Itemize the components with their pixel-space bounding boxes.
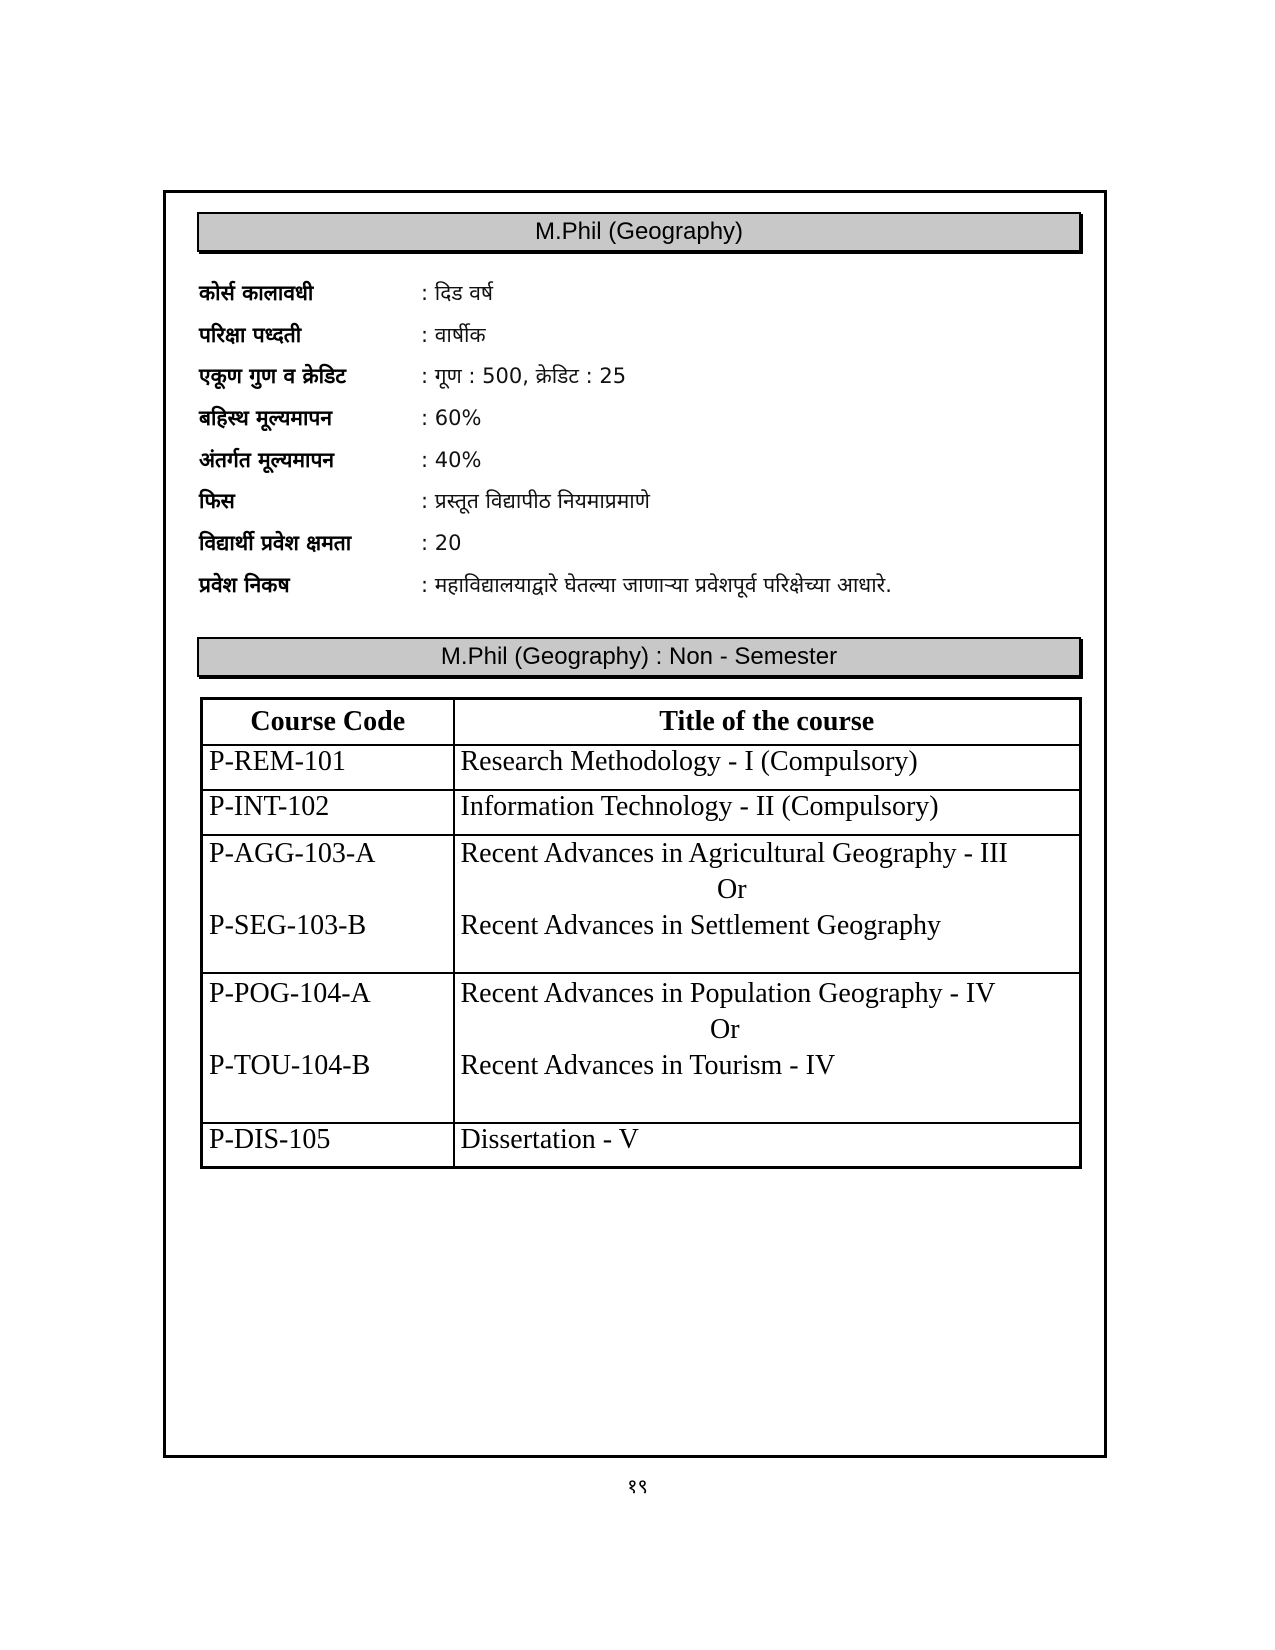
info-value: : 20: [421, 530, 462, 555]
info-label: अंतर्गत मूल्यमापन: [199, 447, 335, 472]
table-row: [202, 790, 1081, 835]
course-info-list: [199, 272, 1079, 606]
info-value: : 60%: [421, 405, 482, 430]
table-row-alternatives: [202, 973, 1081, 1123]
info-row-exam-pattern: [199, 314, 1079, 356]
column-header-course-title: Title of the course: [454, 699, 1081, 745]
info-value: : प्रस्तूत विद्यापीठ नियमाप्रमाणे: [421, 489, 650, 514]
table-row: [202, 1123, 1081, 1168]
or-separator: Or: [709, 1013, 740, 1045]
course-title-option-a: Recent Advances in Population Geography - IV: [460, 977, 996, 1009]
info-value: : 40%: [421, 447, 482, 472]
info-row-marks-credits: [199, 355, 1079, 397]
info-label: कोर्स कालावधी: [199, 280, 314, 305]
info-row-admission-criteria: [199, 564, 1079, 606]
course-title-cell: Information Technology - II (Compulsory): [454, 790, 1081, 835]
course-code-cell: [202, 835, 454, 973]
info-row-intake-capacity: [199, 522, 1079, 564]
table-header-row: [202, 699, 1081, 745]
course-code-option-a: P-POG-104-A: [209, 977, 371, 1009]
course-title-option-b: Recent Advances in Tourism - IV: [460, 1049, 836, 1081]
info-row-internal-evaluation: [199, 439, 1079, 481]
course-code-spacer: [209, 1012, 447, 1048]
course-table: [200, 697, 1082, 1169]
course-code-option-a: P-AGG-103-A: [209, 837, 376, 869]
info-label: फिस: [199, 489, 235, 514]
info-value: : वार्षीक: [421, 322, 486, 347]
table-row: [202, 745, 1081, 790]
course-code-spacer: [209, 872, 447, 908]
info-value: : गूण : 500, क्रेडिट : 25: [421, 364, 627, 389]
course-code-cell: P-REM-101: [202, 745, 454, 790]
section-heading-mphil: M.Phil (Geography): [197, 212, 1081, 252]
course-title-option-a: Recent Advances in Agricultural Geography - III: [460, 837, 1008, 869]
info-label: परिक्षा पध्दती: [199, 322, 302, 347]
info-value: : दिड वर्ष: [421, 280, 494, 305]
course-code-cell: P-DIS-105: [202, 1123, 454, 1168]
info-label: विद्यार्थी प्रवेश क्षमता: [199, 530, 352, 555]
page-number: १९: [627, 1474, 648, 1498]
course-code-cell: P-INT-102: [202, 790, 454, 835]
info-label: एकूण गुण व क्रेडिट: [199, 364, 346, 389]
info-label: प्रवेश निकष: [199, 572, 290, 597]
course-title-cell: Dissertation - V: [454, 1123, 1081, 1168]
table-row-alternatives: [202, 835, 1081, 973]
course-code-cell: [202, 973, 454, 1123]
section-heading-non-semester: M.Phil (Geography) : Non - Semester: [197, 637, 1081, 677]
info-row-fees: [199, 480, 1079, 522]
info-value: : महाविद्यालयाद्वारे घेतल्या जाणाऱ्या प्रवेशपूर्व परिक्षेच्या आधारे.: [421, 572, 892, 597]
course-title-cell: [454, 835, 1081, 973]
course-code-option-b: P-TOU-104-B: [209, 1049, 371, 1081]
info-row-duration: [199, 272, 1079, 314]
or-separator: Or: [716, 873, 747, 905]
course-title-cell: [454, 973, 1081, 1123]
course-title-option-b: Recent Advances in Settlement Geography: [460, 909, 942, 941]
info-row-external-evaluation: [199, 397, 1079, 439]
info-label: बहिस्थ मूल्यमापन: [199, 405, 332, 430]
course-code-option-b: P-SEG-103-B: [209, 909, 367, 941]
course-title-cell: Research Methodology - I (Compulsory): [454, 745, 1081, 790]
column-header-course-code: Course Code: [202, 699, 454, 745]
